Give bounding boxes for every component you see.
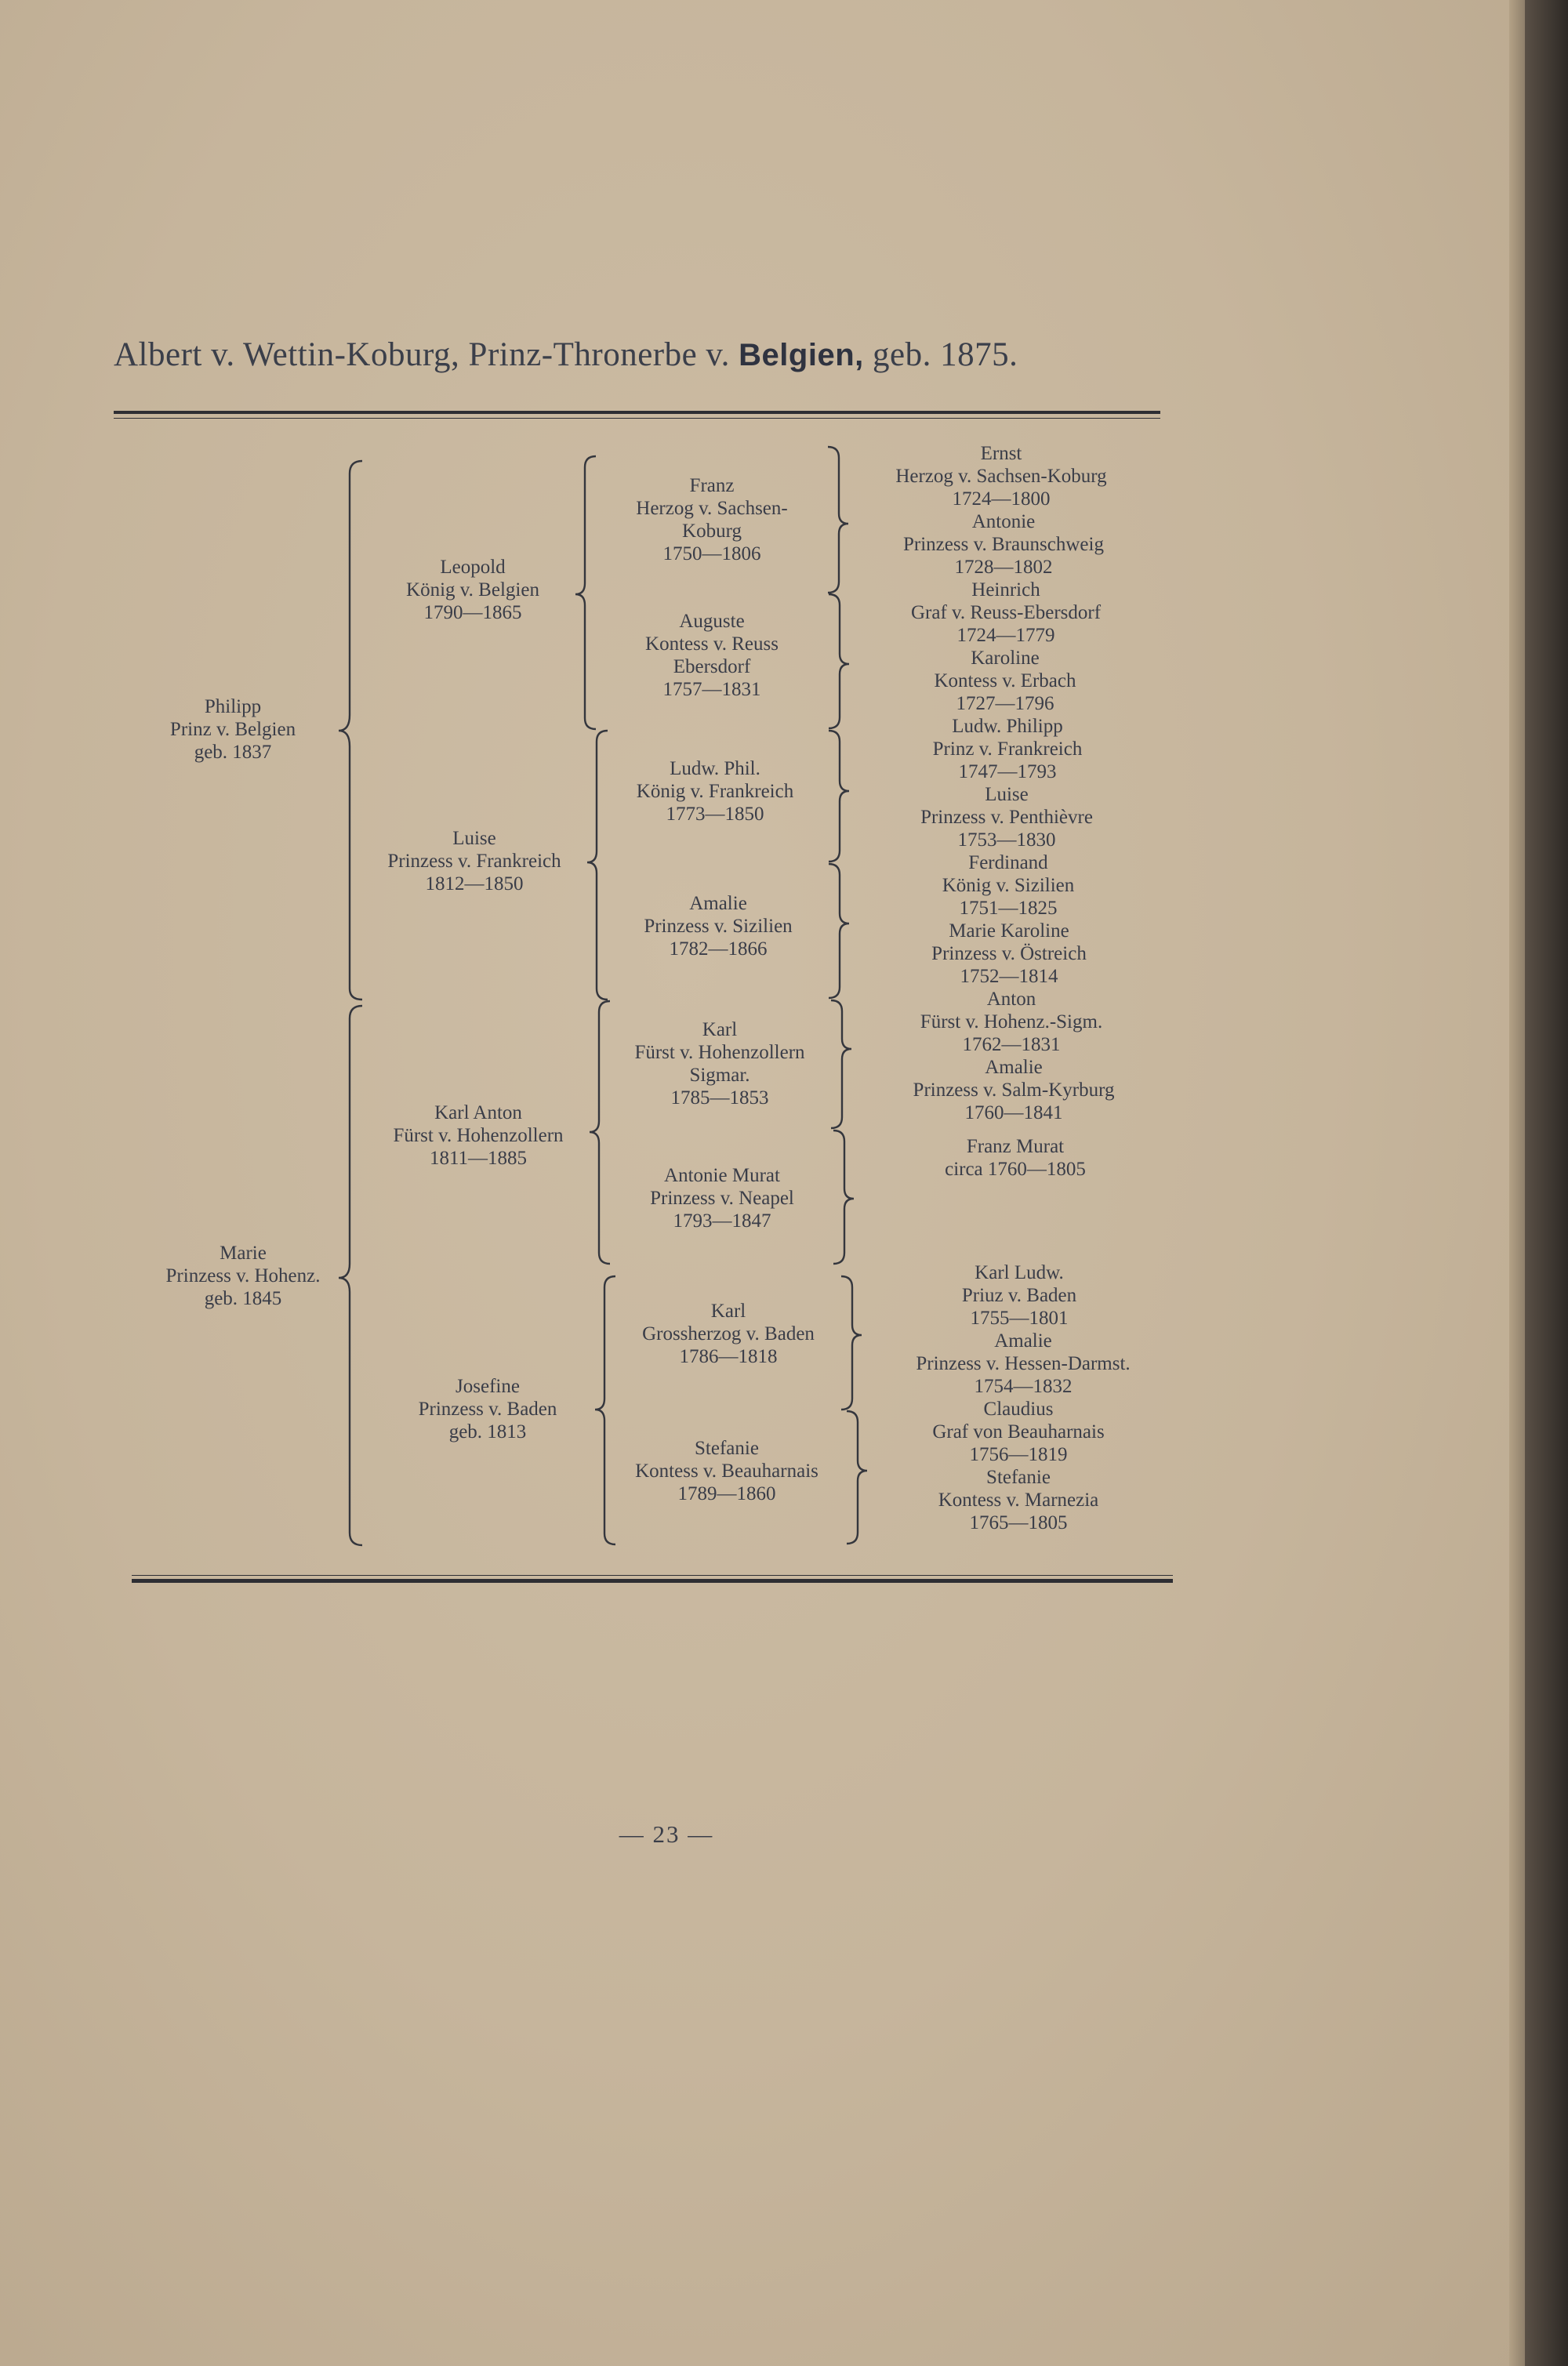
brace-karl-hohenzollern [831, 1000, 851, 1128]
person-name: Luise [985, 784, 1029, 805]
person-line: König v. Frankreich [636, 781, 794, 802]
brace-karl-anton [590, 1001, 610, 1264]
person-name: Leopold [440, 557, 506, 578]
person-dates: 1752—1814 [960, 966, 1058, 987]
gen2-luise [387, 827, 561, 895]
person-dates: geb. 1845 [204, 1288, 282, 1309]
gen4-marie-karoline [931, 920, 1087, 988]
gen4-ferdinand [942, 851, 1075, 920]
gen4-amalie-salm [913, 1056, 1115, 1124]
person-title: Prinz v. Frankreich [932, 738, 1083, 760]
person-title: Prinzess v. Penthièvre [920, 807, 1093, 828]
person-dates: 1790—1865 [423, 602, 522, 623]
person-title: Kontess v. Marnezia [938, 1490, 1099, 1511]
person-line: Koburg [682, 521, 742, 542]
gen4-ludw-philipp [933, 715, 1083, 783]
brace-ludw-phil [829, 731, 849, 862]
gen3-franz [636, 474, 787, 565]
person-name: Heinrich [971, 579, 1040, 601]
person-title: Prinzess v. Braunschweig [903, 534, 1104, 555]
person-title: Priuz v. Baden [961, 1285, 1077, 1306]
person-line: 1750—1806 [662, 543, 761, 564]
gen4-anton [920, 988, 1102, 1056]
person-dates: 1754—1832 [974, 1376, 1073, 1397]
person-line: 1786—1818 [679, 1346, 778, 1367]
person-line: 1793—1847 [673, 1210, 771, 1232]
person-title: Prinz v. Belgien [169, 719, 296, 740]
person-line: Franz [689, 475, 735, 496]
person-line: Karl [702, 1019, 738, 1040]
person-title: Kontess v. Erbach [934, 670, 1076, 691]
page-fold-edge [1509, 0, 1525, 2366]
person-line: 1789—1860 [677, 1483, 776, 1504]
gen4-karoline [935, 647, 1076, 715]
person-title: Prinzess v. Hohenz. [165, 1265, 321, 1286]
person-title: Prinzess v. Salm-Kyrburg [913, 1080, 1115, 1101]
person-line: Prinzess v. Neapel [650, 1188, 794, 1209]
gen2-karl-anton [393, 1101, 563, 1170]
person-dates: 1760—1841 [964, 1102, 1063, 1123]
person-line: Antonie Murat [664, 1165, 780, 1186]
person-line: Kontess v. Beauharnais [635, 1461, 818, 1482]
person-dates: 1724—1800 [952, 488, 1051, 510]
person-dates: 1812—1850 [425, 873, 524, 895]
person-name: Antonie [971, 511, 1036, 532]
brace-franz [828, 447, 848, 593]
person-line: 1785—1853 [670, 1087, 769, 1109]
person-line: Herzog v. Sachsen- [636, 498, 788, 519]
person-name: Franz Murat [966, 1136, 1065, 1157]
gen3-amalie [644, 892, 792, 960]
person-title: König v. Sizilien [942, 875, 1075, 896]
person-name: Philipp [204, 696, 262, 717]
person-line: Ebersdorf [673, 656, 751, 677]
person-title: Prinzess v. Östreich [931, 943, 1087, 964]
title-middle: v. Wettin-Koburg, Prinz-Thronerbe v. [201, 336, 739, 373]
person-title: Fürst v. Hohenzollern [393, 1125, 564, 1146]
person-line: Fürst v. Hohenzollern [634, 1042, 805, 1063]
gen1-philipp [170, 695, 296, 764]
person-dates: 1756—1819 [969, 1444, 1068, 1465]
gen3-auguste [645, 610, 779, 701]
gen4-claudius [932, 1398, 1104, 1466]
gen4-antonie [903, 510, 1104, 579]
person-dates: 1765—1805 [969, 1512, 1068, 1533]
person-dates: 1724—1779 [956, 625, 1055, 646]
person-line: Stefanie [695, 1438, 759, 1459]
page-number: — 23 — [619, 1820, 714, 1848]
scan-background-edge [1525, 0, 1568, 2366]
person-dates: geb. 1813 [448, 1421, 527, 1442]
brace-philipp [339, 461, 362, 1000]
person-line: Amalie [689, 893, 747, 914]
person-name: Luise [452, 828, 496, 849]
gen4-karl-ludw [962, 1261, 1076, 1330]
brace-josefine [595, 1276, 615, 1544]
person-title: circa 1760—1805 [945, 1159, 1086, 1180]
person-name: Karl Ludw. [975, 1262, 1064, 1283]
gen3-stefanie [635, 1437, 818, 1505]
gen3-antonie-murat [650, 1164, 794, 1232]
person-name: Marie [220, 1243, 267, 1264]
person-line: Sigmar. [689, 1065, 750, 1086]
person-name: Ernst [980, 443, 1022, 464]
person-title: Prinzess v. Hessen-Darmst. [916, 1353, 1131, 1374]
brace-karl-baden [841, 1276, 862, 1410]
gen2-josefine [419, 1375, 557, 1443]
person-line: Karl [710, 1301, 746, 1322]
person-dates: 1755—1801 [970, 1308, 1069, 1329]
brace-marie [339, 1006, 362, 1545]
person-title: König v. Belgien [406, 579, 539, 601]
person-dates: 1753—1830 [957, 829, 1056, 851]
gen4-amalie-hessen [916, 1330, 1130, 1398]
brace-auguste [829, 594, 849, 728]
person-title: Prinzess v. Baden [418, 1399, 557, 1420]
person-name: Marie Karoline [949, 920, 1069, 942]
brace-leopold [575, 456, 596, 729]
gen4-heinrich [911, 579, 1101, 647]
person-dates: 1728—1802 [954, 557, 1053, 578]
person-name: Karl Anton [434, 1102, 522, 1123]
gen4-stefanie-marnezia [938, 1466, 1099, 1534]
person-name: Stefanie [986, 1467, 1051, 1488]
person-dates: 1811—1885 [429, 1148, 528, 1169]
person-dates: 1747—1793 [958, 761, 1057, 782]
person-title: Herzog v. Sachsen-Koburg [895, 466, 1107, 487]
person-dates: geb. 1837 [194, 742, 272, 763]
gen3-karl-hohenzollern [634, 1018, 804, 1109]
person-dates: 1727—1796 [956, 693, 1054, 714]
gen4-ernst [895, 442, 1106, 510]
person-title: Prinzess v. Frankreich [387, 851, 561, 872]
brace-luise [587, 731, 608, 1000]
person-line: 1757—1831 [662, 679, 761, 700]
person-line: Ludw. Phil. [670, 758, 760, 779]
person-dates: 1762—1831 [962, 1034, 1061, 1055]
title-prefix: Albert [114, 336, 202, 373]
brace-antonie-murat [833, 1130, 854, 1264]
brace-stefanie [847, 1411, 867, 1544]
person-name: Claudius [983, 1399, 1054, 1420]
person-name: Ferdinand [968, 852, 1048, 873]
person-name: Ludw. Philipp [952, 716, 1063, 737]
person-name: Amalie [985, 1057, 1043, 1078]
gen2-leopold [406, 556, 539, 624]
person-name: Karoline [971, 648, 1040, 669]
person-line: 1782—1866 [669, 938, 768, 960]
gen1-marie [166, 1242, 321, 1310]
gen4-luise [920, 783, 1093, 851]
person-line: 1773—1850 [666, 804, 764, 825]
person-line: Kontess v. Reuss [645, 633, 779, 655]
person-title: Graf v. Reuss-Ebersdorf [910, 602, 1102, 623]
gen4-franz-murat [945, 1135, 1086, 1181]
person-name: Anton [986, 989, 1036, 1010]
gen3-ludw-phil [637, 757, 793, 826]
person-name: Amalie [994, 1330, 1052, 1352]
gen3-karl-baden [642, 1300, 815, 1368]
person-line: Grossherzog v. Baden [642, 1323, 815, 1344]
person-title: Fürst v. Hohenz.-Sigm. [920, 1011, 1103, 1032]
person-title: Graf von Beauharnais [932, 1421, 1105, 1442]
brace-amalie-sizilien [829, 864, 849, 998]
person-name: Josefine [456, 1376, 520, 1397]
person-line: Auguste [679, 611, 745, 632]
person-dates: 1751—1825 [959, 898, 1058, 919]
title-bold: Belgien, [739, 338, 864, 372]
title-suffix: geb. 1875. [863, 336, 1018, 373]
person-line: Prinzess v. Sizilien [644, 916, 793, 937]
